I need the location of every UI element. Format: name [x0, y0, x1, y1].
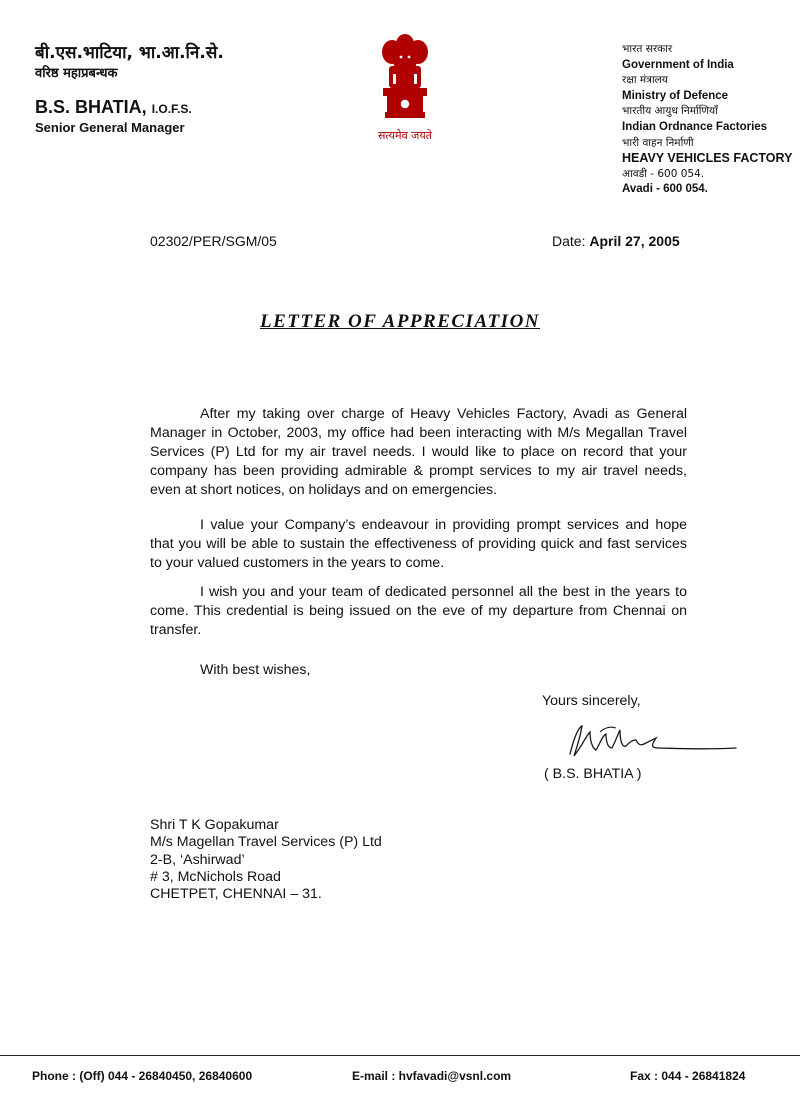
organisation-line: HEAVY VEHICLES FACTORY: [622, 151, 793, 166]
emblem-motto: सत्यमेव जयते: [377, 129, 432, 142]
body-paragraph-2: I value your Company’s endeavour in providing prompt services and hope that you will be able to sustain the effectiveness of providing quick and fast services to your valued customers in the years to come.: [150, 517, 687, 571]
organisation-line: Government of India: [622, 58, 734, 71]
signature-icon: [560, 718, 740, 763]
footer-fax: Fax : 044 - 26841824: [630, 1069, 746, 1083]
footer-email: E-mail : hvfavadi@vsnl.com: [352, 1069, 512, 1083]
handwritten-signature: [560, 718, 740, 763]
date-label: Date:: [552, 233, 586, 249]
letter-heading-text: LETTER OF APPRECIATION: [259, 311, 541, 332]
body-paragraph-3: I wish you and your team of dedicated personnel all the best in the years to come. This credential is being issued on the eve of my departure from Chennai on transfer.: [150, 584, 687, 638]
organisation-line: Indian Ordnance Factories: [622, 120, 768, 133]
letter-date: [552, 233, 680, 249]
reference-number: 02302/PER/SGM/05: [150, 233, 277, 249]
organisation-line: रक्षा मंत्रालय: [622, 74, 668, 87]
national-emblem: [365, 30, 445, 148]
closing-salutation: Yours sincerely,: [542, 693, 641, 709]
recipient-address: [150, 817, 382, 903]
recipient-line: CHETPET, CHENNAI – 31.: [150, 886, 322, 903]
organisation-line: भारी वाहन निर्माणी: [622, 136, 694, 149]
sender-title: Senior General Manager: [35, 120, 185, 135]
body-paragraph-1: After my taking over charge of Heavy Vehicles Factory, Avadi as General Manager in October, 2003, my office had been interacting with M/s Megallan Travel Services (P) Ltd for my air travel needs. I would like to place on record that your company has been providing admirable & prompt services to my air travel needs, even at short notices, on holidays and on emergencies.: [150, 406, 687, 498]
organisation-line: भारतीय आयुध निर्माणियाँ: [622, 105, 718, 118]
organisation-line: Ministry of Defence: [622, 89, 729, 102]
sender-title-hindi: वरिष्ठ महाप्रबन्धक: [35, 66, 118, 81]
organisation-line: आवडी - 600 054.: [622, 167, 705, 180]
organisation-line: Avadi - 600 054.: [622, 183, 708, 196]
date-value: April 27, 2005: [589, 233, 680, 249]
sender-name: [35, 97, 192, 118]
sender-name-hindi: बी.एस.भाटिया, भा.आ.नि.से.: [35, 43, 224, 63]
sender-name-text: B.S. BHATIA,: [35, 97, 147, 117]
recipient-line: Shri T K Gopakumar: [150, 817, 279, 833]
ashoka-lion-capital-icon: [365, 30, 445, 130]
recipient-line: 2-B, ‘Ashirwad’: [150, 851, 245, 868]
recipient-line: # 3, McNichols Road: [150, 868, 281, 885]
recipient-line: M/s Magellan Travel Services (P) Ltd: [150, 834, 382, 851]
sender-qualification: I.O.F.S.: [151, 102, 192, 116]
letter-heading: [0, 311, 800, 333]
organisation-line: भारत सरकार: [622, 43, 673, 55]
footer-divider: [0, 1055, 800, 1056]
signatory-name: ( B.S. BHATIA ): [544, 766, 642, 782]
organisation-address: [622, 42, 792, 198]
best-wishes: With best wishes,: [200, 662, 311, 678]
footer-phone: Phone : (Off) 044 - 26840450, 26840600: [32, 1069, 253, 1083]
